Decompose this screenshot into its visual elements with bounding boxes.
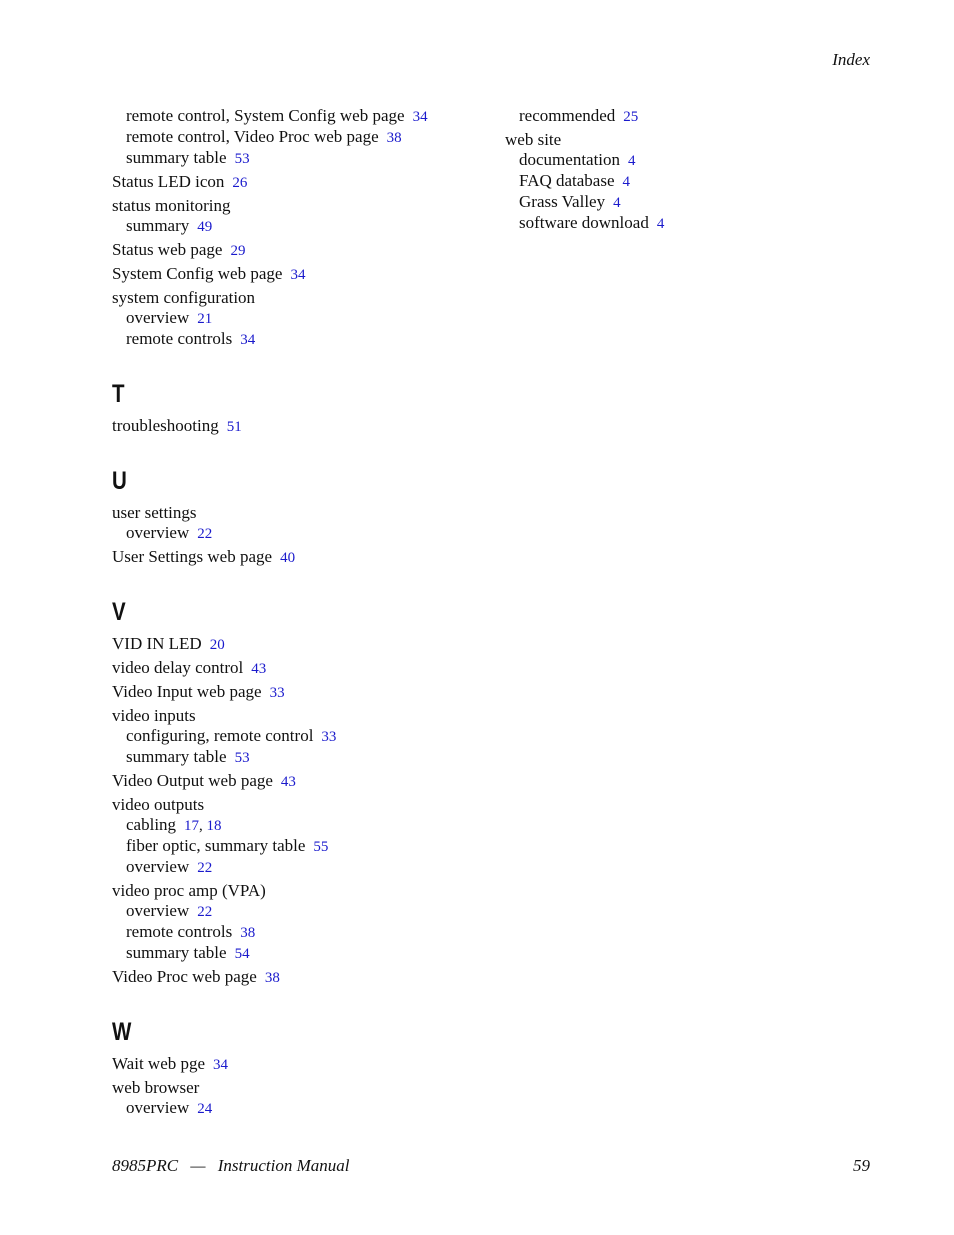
page-link[interactable]: 4: [628, 153, 636, 169]
section-letter-t: T: [112, 380, 125, 408]
page-link[interactable]: 34: [240, 332, 256, 348]
index-subentry: summary table 54: [126, 943, 250, 962]
index-subentry: remote controls 34: [126, 329, 256, 348]
index-entry: Status web page 29: [112, 240, 246, 259]
page-number: 59: [853, 1156, 870, 1175]
index-entry: status monitoring: [112, 196, 231, 215]
page-link[interactable]: 17: [184, 818, 200, 834]
page-link[interactable]: 29: [230, 243, 246, 259]
page-link[interactable]: 18: [206, 818, 222, 834]
page-link[interactable]: 22: [197, 904, 213, 920]
index-entry: User Settings web page 40: [112, 547, 296, 566]
index-subentry: FAQ database 4: [519, 171, 631, 190]
page-link[interactable]: 21: [197, 311, 213, 327]
page-link[interactable]: 34: [290, 267, 306, 283]
index-entry: web browser: [112, 1078, 200, 1097]
footer-title: [112, 1156, 349, 1176]
index-subentry: documentation 4: [519, 150, 636, 169]
index-entry: Video Proc web page 38: [112, 967, 280, 986]
index-entry: System Config web page 34: [112, 264, 306, 283]
index-subentry: cabling 17, 18: [126, 815, 222, 834]
index-entry: system configuration: [112, 288, 256, 307]
index-subentry: overview 22: [126, 901, 213, 920]
page-link[interactable]: 49: [197, 219, 213, 235]
index-subentry: overview 22: [126, 523, 213, 542]
index-subentry: remote control, Video Proc web page 38: [126, 127, 402, 146]
index-column-left: [112, 106, 492, 1119]
page-link[interactable]: 53: [234, 750, 250, 766]
page-link[interactable]: 43: [280, 774, 296, 790]
page-link[interactable]: 22: [197, 860, 213, 876]
page-link[interactable]: 40: [280, 550, 296, 566]
page-link[interactable]: 4: [613, 195, 621, 211]
index-entry: video proc amp (VPA): [112, 881, 266, 900]
index-entry: video outputs: [112, 795, 205, 814]
index-subentry: remote control, System Config web page 34: [126, 106, 428, 125]
index-entry: Video Output web page 43: [112, 771, 296, 790]
page-separator: ,: [199, 818, 207, 834]
index-entry: video inputs: [112, 706, 196, 725]
index-entry: Status LED icon 26: [112, 172, 248, 191]
page-link[interactable]: 38: [264, 970, 280, 986]
section-letter-v: V: [112, 598, 126, 626]
page-link[interactable]: 34: [213, 1057, 229, 1073]
index-entry: video delay control 43: [112, 658, 267, 677]
index-entry: user settings: [112, 503, 197, 522]
page-link[interactable]: 51: [226, 419, 242, 435]
index-entry: web site: [505, 130, 562, 149]
page-link[interactable]: 24: [197, 1101, 213, 1117]
page-link[interactable]: 38: [240, 925, 256, 941]
page-link[interactable]: 4: [622, 174, 631, 190]
page-link[interactable]: 34: [412, 109, 428, 125]
running-header: Index: [832, 50, 870, 69]
page-link[interactable]: 26: [232, 175, 248, 191]
page-link[interactable]: 33: [269, 685, 285, 701]
index-entry: Video Input web page 33: [112, 682, 285, 701]
page-link[interactable]: 38: [386, 130, 402, 146]
index-subentry: software download 4: [519, 213, 665, 232]
page-link[interactable]: 22: [197, 526, 213, 542]
section-letter-u: U: [112, 467, 127, 495]
index-column-right: [505, 106, 885, 234]
index-entry: Wait web pge 34: [112, 1054, 229, 1073]
index-subentry: summary 49: [126, 216, 213, 235]
index-entry: troubleshooting 51: [112, 416, 242, 435]
section-letter-w: W: [112, 1018, 132, 1046]
footer-dash: —: [190, 1156, 206, 1175]
index-subentry: recommended 25: [519, 106, 639, 125]
page-link[interactable]: 55: [313, 839, 329, 855]
index-subentry: summary table 53: [126, 747, 250, 766]
index-subentry: configuring, remote control 33: [126, 726, 337, 745]
page-link[interactable]: 54: [234, 946, 250, 962]
index-subentry: Grass Valley 4: [519, 192, 621, 211]
index-subentry: fiber optic, summary table 55: [126, 836, 329, 855]
footer-product: 8985PRC: [112, 1156, 179, 1175]
page-link[interactable]: 25: [623, 109, 639, 125]
index-subentry: overview 22: [126, 857, 213, 876]
page-link[interactable]: 4: [656, 216, 665, 232]
index-subentry: overview 21: [126, 308, 213, 327]
page-link[interactable]: 43: [251, 661, 267, 677]
page-link[interactable]: 20: [209, 637, 225, 653]
page-link[interactable]: 33: [321, 729, 337, 745]
index-subentry: overview 24: [126, 1098, 213, 1117]
footer-manual: Instruction Manual: [217, 1156, 350, 1175]
index-subentry: remote controls 38: [126, 922, 256, 941]
page-link[interactable]: 53: [234, 151, 250, 167]
index-subentry: summary table 53: [126, 148, 250, 167]
index-entry: VID IN LED 20: [112, 634, 225, 653]
